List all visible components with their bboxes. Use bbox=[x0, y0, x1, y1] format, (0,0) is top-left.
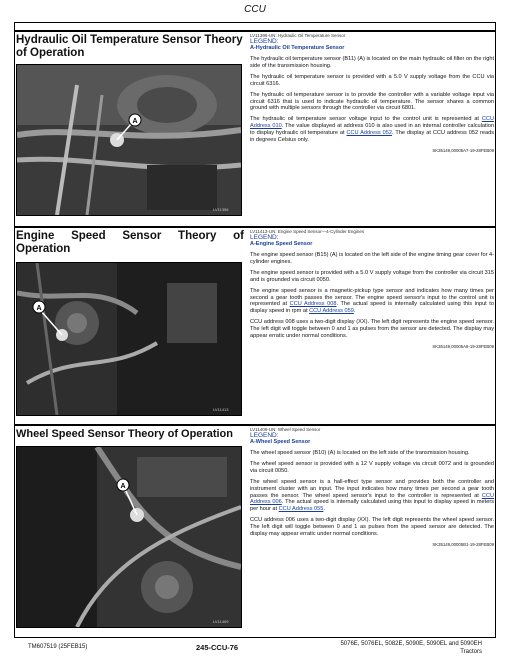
photo-code: LV11409 bbox=[213, 619, 229, 624]
figure-id: LV11409-UN: Wheel Speed Sensor bbox=[250, 427, 321, 432]
text: . The value displayed at address 010 is also used in an internal controller calculation to display hydraulic oil temperature at bbox=[250, 123, 494, 137]
ccu-address-008-link[interactable]: CCU Address 008 bbox=[289, 301, 337, 308]
footer-models-line2: Tractors bbox=[460, 649, 482, 655]
hydraulic-photo-illustration bbox=[17, 65, 241, 215]
callout-a: A bbox=[120, 483, 126, 490]
header-rule bbox=[14, 22, 496, 23]
text: . The actual speed is internally calculated using this input to display speed in rpm at bbox=[250, 301, 494, 315]
section-hydraulic-oil-temp bbox=[14, 30, 496, 220]
footer-models bbox=[312, 640, 482, 656]
sensor-photo bbox=[16, 446, 242, 628]
section-body bbox=[250, 424, 494, 547]
reference-code: SK35149,00005A8-19-28FEB09 bbox=[432, 343, 494, 349]
text: . The display at CCU address 052 reads in degrees Celsius only. bbox=[250, 130, 494, 144]
callout-a: A bbox=[132, 118, 138, 125]
ccu-address-052-link[interactable]: CCU Address 052 bbox=[346, 130, 392, 137]
page-left-rule bbox=[14, 22, 15, 637]
paragraph bbox=[250, 288, 494, 316]
legend-item: A-Engine Speed Sensor bbox=[250, 241, 313, 247]
section-title: Engine Speed Sensor Theory of Operation bbox=[16, 230, 244, 255]
footer-models-line1: 5076E, 5076EL, 5082E, 5090E, 5090EL and 5090EH bbox=[340, 641, 482, 647]
section-wheel-speed bbox=[14, 424, 496, 636]
section-engine-speed bbox=[14, 226, 496, 420]
paragraph bbox=[250, 116, 494, 144]
text: The wheel speed sensor is a hall-effect type sensor and provides both the controller and instrument cluster with an input. The input indicates how many times per second a gear tooth passes the sensor. The wheel speed sensor's input to the controller is represented at bbox=[250, 478, 494, 499]
paragraph: The wheel speed sensor is provided with a 12 V supply voltage via circuit 0072 and is grounded via circuit 0050. bbox=[250, 460, 494, 474]
legend-heading: LEGEND: bbox=[250, 234, 279, 241]
paragraph: The hydraulic oil temperature sensor (B11) (A) is located on the main hydraulic oil filter on the right side of the transmission housing. bbox=[250, 56, 494, 69]
paragraph: The hydraulic oil temperature sensor is provided with a 5.0 V supply voltage from the CCU via circuit 6316. bbox=[250, 73, 494, 87]
page-right-rule bbox=[495, 22, 496, 637]
paragraph: The engine speed sensor is provided with a 5.0 V supply voltage from the controller via circuit 315 and is grounded via circuit 0050. bbox=[250, 269, 494, 283]
section-title: Hydraulic Oil Temperature Sensor Theory of Operation bbox=[16, 34, 243, 59]
page-header: CCU bbox=[244, 4, 266, 15]
engine-photo-illustration bbox=[17, 263, 241, 415]
paragraph bbox=[250, 479, 494, 514]
sensor-photo bbox=[16, 64, 242, 216]
photo-code: LV11413 bbox=[213, 407, 229, 412]
footer-page-number: 245-CCU-76 bbox=[196, 643, 239, 652]
sensor-photo bbox=[16, 262, 242, 416]
photo-code: LV11396 bbox=[213, 207, 229, 212]
legend-item: A-Hydraulic Oil Temperature Sensor bbox=[250, 45, 345, 51]
footer-rule bbox=[14, 637, 496, 638]
callout-a: A bbox=[36, 305, 42, 312]
legend-heading: LEGEND: bbox=[250, 38, 279, 45]
section-body bbox=[250, 226, 494, 349]
ccu-address-059-link[interactable]: CCU Address 059 bbox=[309, 308, 354, 315]
text: The hydraulic oil temperature sensor voltage input to the control unit is represented at bbox=[250, 116, 482, 123]
paragraph: CCU address 006 uses a two-digit display (XX). The left digit represents the wheel speed sensor. The left digit will toggle between 0 and 1 as pulses from the speed sensor are detected. The display may appear erratic under normal conditions. bbox=[250, 517, 494, 538]
footer-manual-id: TM607519 (25FEB15) bbox=[28, 644, 88, 650]
paragraph: The hydraulic oil temperature sensor is to provide the controller with a variable voltage input via circuit 6316 that is used to indicate hydraulic oil temperature. The sensor shares a common ground with multiple sensors through the controller via circuit 6801. bbox=[250, 91, 494, 112]
paragraph: The engine speed sensor (B15) (A) is located on the left side of the engine timing gear cover for 4-cylinder engines. bbox=[250, 252, 494, 265]
wheel-photo-illustration bbox=[17, 447, 241, 627]
ccu-address-010-link[interactable]: CCU Address 010 bbox=[250, 116, 494, 130]
text: . The actual speed is internally calculated using this input to display speed in meters per hour at bbox=[250, 499, 494, 513]
section-body bbox=[250, 30, 494, 153]
ccu-address-055-link[interactable]: CCU Address 055 bbox=[278, 506, 324, 513]
ccu-address-006-link[interactable]: CCU Address 006 bbox=[250, 492, 494, 506]
paragraph: CCU address 008 uses a two-digit display (XX). The left digit represents the engine speed sensor. The left digit will toggle between 0 and 1 as pulses from the sensor are detected. The display may appear erratic under normal conditions. bbox=[250, 319, 494, 340]
text: . bbox=[353, 308, 356, 315]
section-title: Wheel Speed Sensor Theory of Operation bbox=[16, 428, 233, 440]
text: The engine speed sensor is a magnetic-pickup type sensor and indicates how many times per second a gear tooth passes the sensor. The engine speed sensor's input to the control unit is represented at bbox=[250, 287, 494, 308]
figure-id: LV11396-UN: Hydraulic Oil Temperature Sensor bbox=[250, 33, 346, 38]
reference-code: SK35149,00005B1-19-28FEB09 bbox=[432, 541, 494, 547]
text: . bbox=[323, 506, 325, 513]
reference-code: SK35149,00005A7-19-28FEB09 bbox=[432, 147, 494, 153]
figure-id: LV11413-UN: Engine Speed Sensor—4-Cylinder Engines bbox=[250, 229, 365, 234]
legend-item: A-Wheel Speed Sensor bbox=[250, 439, 311, 445]
legend-heading: LEGEND: bbox=[250, 432, 279, 439]
paragraph: The wheel speed sensor (B10) (A) is located on the left side of the transmission housing. bbox=[250, 450, 470, 456]
